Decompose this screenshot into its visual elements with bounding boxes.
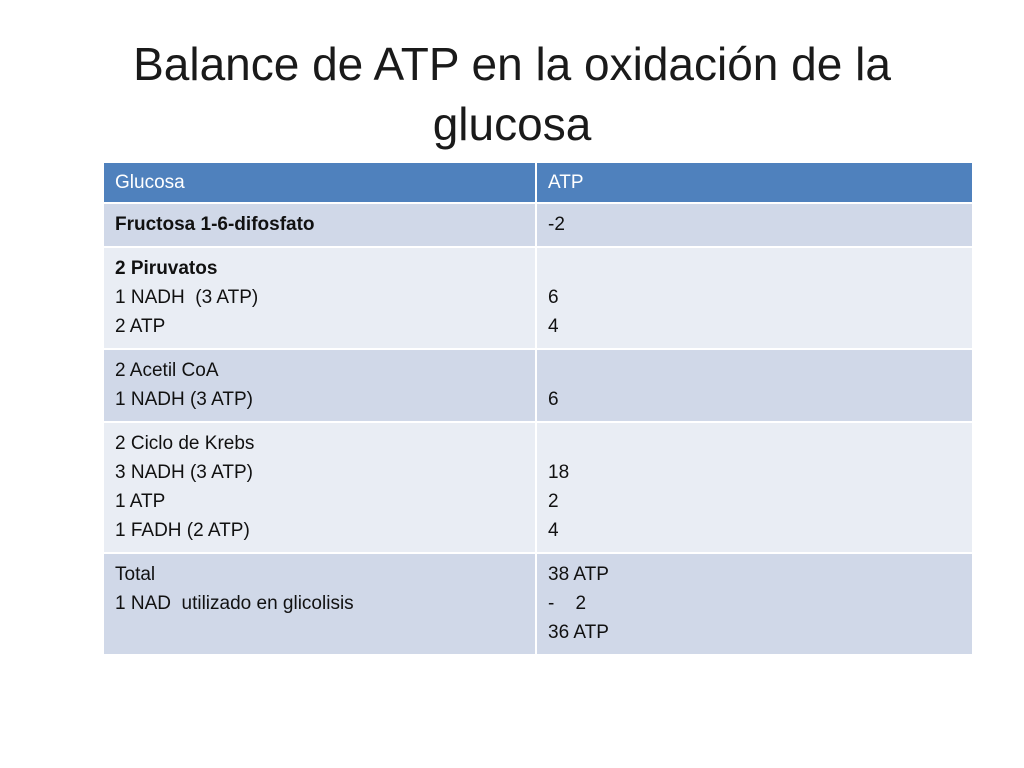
- row-piruvatos-label-cell: [103, 247, 536, 349]
- row-total-title: Total: [115, 564, 156, 585]
- table-row: [103, 349, 973, 422]
- row-piruvatos-value-1: 6: [548, 287, 559, 308]
- row-krebs-fadh: 1 FADH (2 ATP): [115, 520, 250, 541]
- row-krebs-value-cell: [536, 422, 973, 553]
- row-total-value-cell: [536, 553, 973, 655]
- row-krebs-atp: 1 ATP: [115, 491, 166, 512]
- row-total-nad: 1 NAD utilizado en glicolisis: [115, 593, 354, 614]
- row-krebs-label-cell: [103, 422, 536, 553]
- header-atp: ATP: [536, 162, 973, 203]
- row-piruvatos-nadh: 1 NADH (3 ATP): [115, 287, 259, 308]
- row-fructosa-label: Fructosa 1-6-difosfato: [115, 214, 315, 235]
- row-acetil-value: 6: [548, 389, 559, 410]
- row-piruvatos-title: 2 Piruvatos: [115, 258, 218, 279]
- row-krebs-value-3: 4: [548, 520, 559, 541]
- row-fructosa-value: -2: [548, 214, 565, 235]
- row-total-value-1: 38 ATP: [548, 564, 609, 585]
- table-row: [103, 203, 973, 247]
- row-piruvatos-atp: 2 ATP: [115, 316, 166, 337]
- row-krebs-nadh: 3 NADH (3 ATP): [115, 462, 253, 483]
- header-glucosa: Glucosa: [103, 162, 536, 203]
- row-total-value-3: 36 ATP: [548, 622, 609, 643]
- row-acetil-nadh: 1 NADH (3 ATP): [115, 389, 253, 410]
- row-fructosa-value-cell: [536, 203, 973, 247]
- table-row: [103, 247, 973, 349]
- table-row: [103, 553, 973, 655]
- row-acetil-value-cell: [536, 349, 973, 422]
- row-fructosa-label-cell: [103, 203, 536, 247]
- row-krebs-value-1: 18: [548, 462, 570, 483]
- table-header-row: [103, 162, 973, 203]
- row-krebs-title: 2 Ciclo de Krebs: [115, 433, 255, 454]
- row-total-label-cell: [103, 553, 536, 655]
- row-acetil-title: 2 Acetil CoA: [115, 360, 219, 381]
- atp-balance-table: [102, 161, 974, 656]
- row-acetil-label-cell: [103, 349, 536, 422]
- row-krebs-value-2: 2: [548, 491, 559, 512]
- slide-title: Balance de ATP en la oxidación de la glucosa: [133, 38, 891, 150]
- row-piruvatos-value-cell: [536, 247, 973, 349]
- row-piruvatos-value-2: 4: [548, 316, 559, 337]
- table-row: [103, 422, 973, 553]
- row-total-value-2: - 2: [548, 593, 587, 614]
